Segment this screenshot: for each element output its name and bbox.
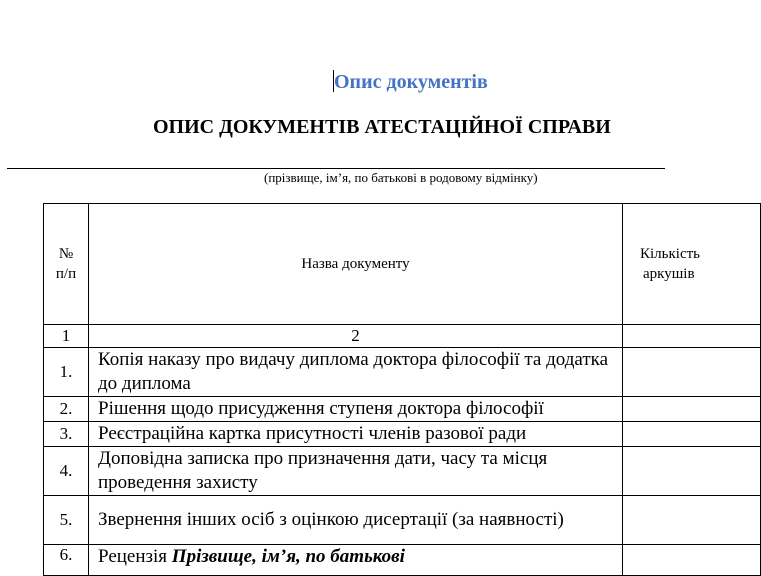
row-pages[interactable] — [623, 422, 761, 447]
name-underline — [7, 168, 665, 169]
row-number[interactable]: 1. — [44, 348, 89, 397]
table-header-row — [44, 204, 761, 325]
column-number-row — [44, 325, 761, 348]
header-pages-line1: Кількість — [640, 246, 701, 262]
row-number[interactable]: 3. — [44, 422, 89, 447]
table-row — [44, 447, 761, 496]
table-row — [44, 496, 761, 545]
column-number-3[interactable] — [623, 325, 761, 348]
column-number-1[interactable]: 1 — [44, 325, 89, 348]
name-caption[interactable]: (прізвище, ім’я, по батькові в родовому відмінку) — [264, 170, 538, 185]
row-document-name[interactable] — [89, 545, 623, 576]
row-number[interactable]: 2. — [44, 397, 89, 422]
header-pages-cell[interactable] — [623, 204, 761, 325]
row-pages[interactable] — [623, 397, 761, 422]
document-heading[interactable]: Опис документів — [334, 71, 488, 93]
header-number-cell[interactable] — [44, 204, 89, 325]
row-number[interactable]: 4. — [44, 447, 89, 496]
row-pages[interactable] — [623, 447, 761, 496]
document-title[interactable]: ОПИС ДОКУМЕНТІВ АТЕСТАЦІЙНОЇ СПРАВИ — [153, 116, 611, 138]
review-prefix: Рецензія — [98, 546, 172, 567]
header-number-line1: № — [58, 246, 74, 262]
header-pages-line2: аркушів — [643, 266, 695, 282]
row-document-name[interactable]: Рішення щодо присудження ступеня доктора філософії — [89, 397, 623, 422]
row-pages[interactable] — [623, 545, 761, 576]
header-number-line2: п/п — [55, 266, 77, 282]
table-row — [44, 397, 761, 422]
row-number[interactable]: 6. — [44, 545, 89, 576]
row-document-name[interactable]: Звернення інших осіб з оцінкою дисертації (за наявності) — [89, 496, 623, 545]
row-number[interactable]: 5. — [44, 496, 89, 545]
column-number-2[interactable]: 2 — [89, 325, 623, 348]
row-document-name[interactable]: Копія наказу про видачу диплома доктора філософії та додатка до диплома — [89, 348, 623, 397]
header-name-cell[interactable]: Назва документу — [89, 204, 623, 325]
reviewer-name-placeholder: Прізвище, ім’я, по батькові — [171, 546, 405, 567]
table-row — [44, 348, 761, 397]
row-pages[interactable] — [623, 348, 761, 397]
row-document-name[interactable]: Доповідна записка про призначення дати, часу та місця проведення захисту — [89, 447, 623, 496]
table-row — [44, 545, 761, 576]
table-row — [44, 422, 761, 447]
documents-table — [43, 203, 761, 576]
row-pages[interactable] — [623, 496, 761, 545]
row-document-name[interactable]: Реєстраційна картка присутності членів разової ради — [89, 422, 623, 447]
